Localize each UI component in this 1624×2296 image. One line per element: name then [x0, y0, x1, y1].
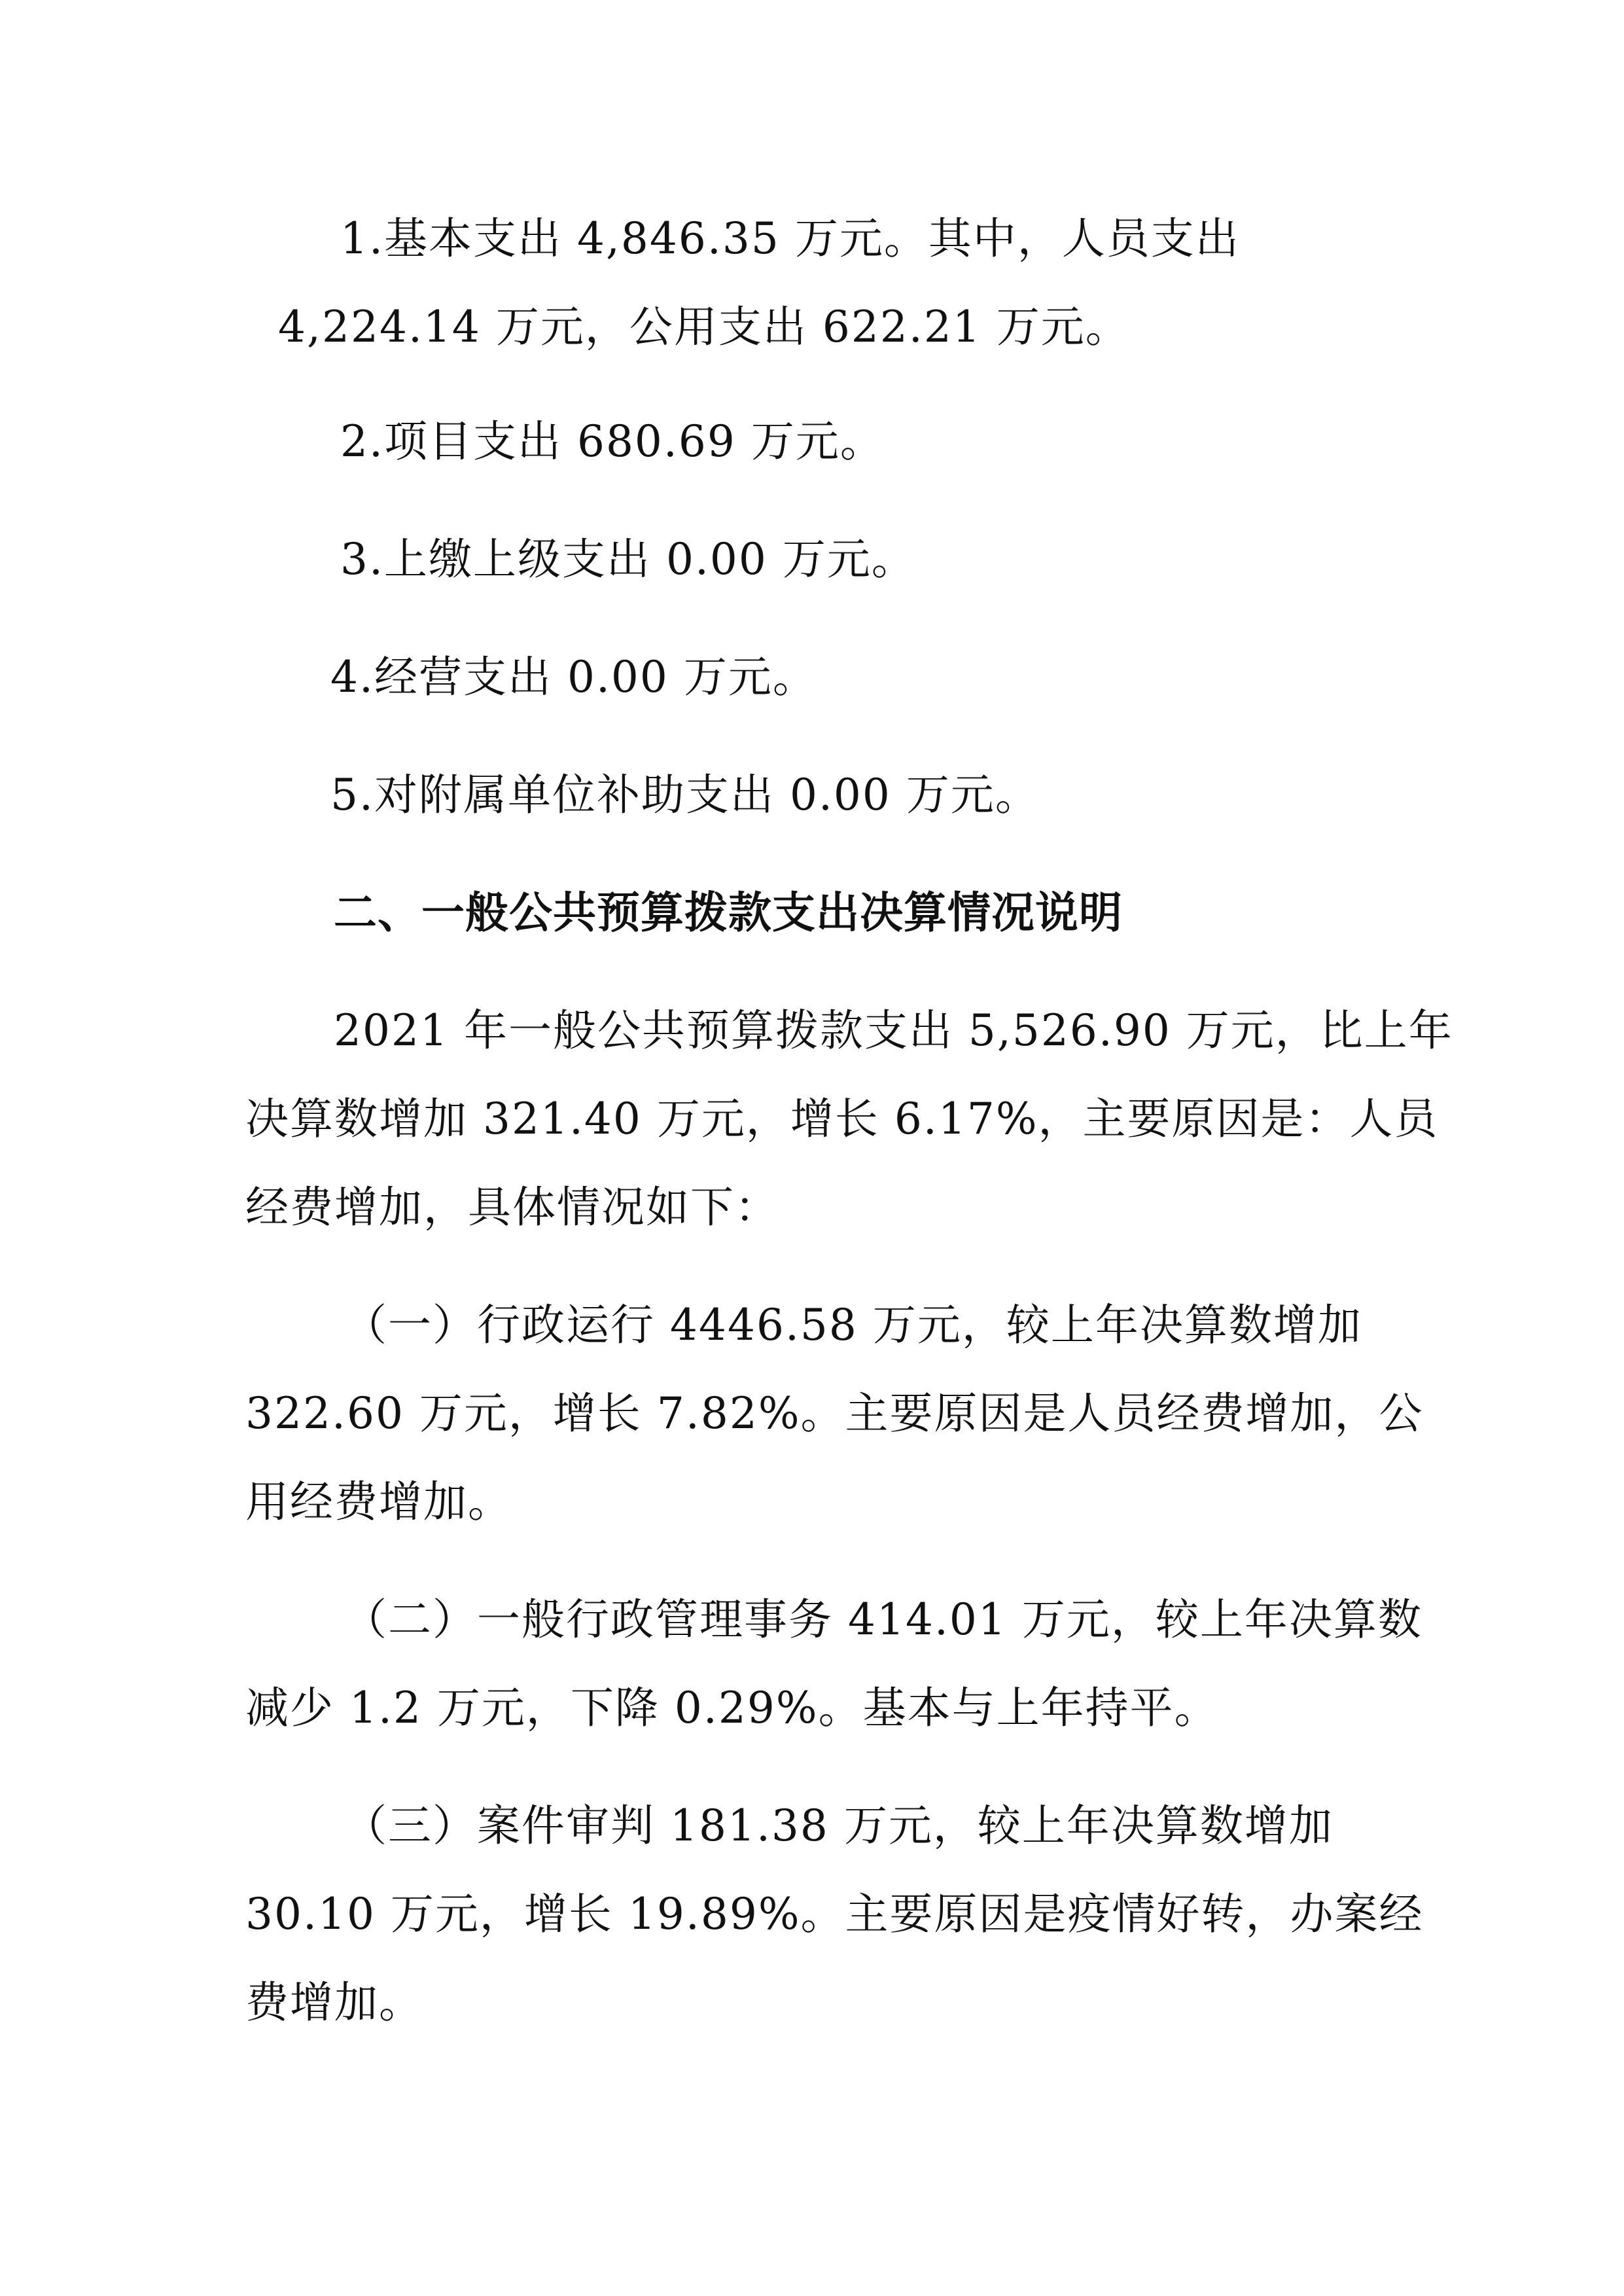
item-one-line: 用经费增加。 — [245, 1477, 512, 1527]
expense-item-upper-level: 3.上缴上级支出 0.00 万元。 — [340, 534, 916, 584]
section-heading: 二、一般公共预算拨款支出决算情况说明 — [334, 888, 1123, 938]
expense-item-project: 2.项目支出 680.69 万元。 — [340, 416, 885, 467]
item-one-line: 322.60 万元，增长 7.82%。主要原因是人员经费增加，公 — [245, 1388, 1424, 1439]
summary-line: 决算数增加 321.40 万元，增长 6.17%，主要原因是：人员 — [245, 1094, 1439, 1144]
expense-item-subsidiary: 5.对附属单位补助支出 0.00 万元。 — [330, 770, 1040, 820]
item-two-line: 减少 1.2 万元，下降 0.29%。基本与上年持平。 — [245, 1683, 1219, 1733]
item-three-line: 30.10 万元，增长 19.89%。主要原因是疫情好转，办案经 — [245, 1889, 1424, 1939]
expense-item-basic: 1.基本支出 4,846.35 万元。其中，人员支出 — [340, 213, 1240, 264]
item-three-line: 费增加。 — [245, 1977, 423, 2028]
item-three-line: （三）案件审判 181.38 万元，较上年决算数增加 — [344, 1801, 1333, 1851]
item-two-line: （二）一般行政管理事务 414.01 万元，较上年决算数 — [344, 1594, 1422, 1645]
expense-item-basic-continued: 4,224.14 万元，公用支出 622.21 万元。 — [278, 302, 1130, 352]
expense-item-operating: 4.经营支出 0.00 万元。 — [330, 652, 817, 702]
summary-line: 2021 年一般公共预算拨款支出 5,526.90 万元，比上年 — [334, 1005, 1453, 1056]
summary-line: 经费增加，具体情况如下： — [245, 1182, 779, 1232]
item-one-line: （一）行政运行 4446.58 万元，较上年决算数增加 — [344, 1300, 1362, 1350]
